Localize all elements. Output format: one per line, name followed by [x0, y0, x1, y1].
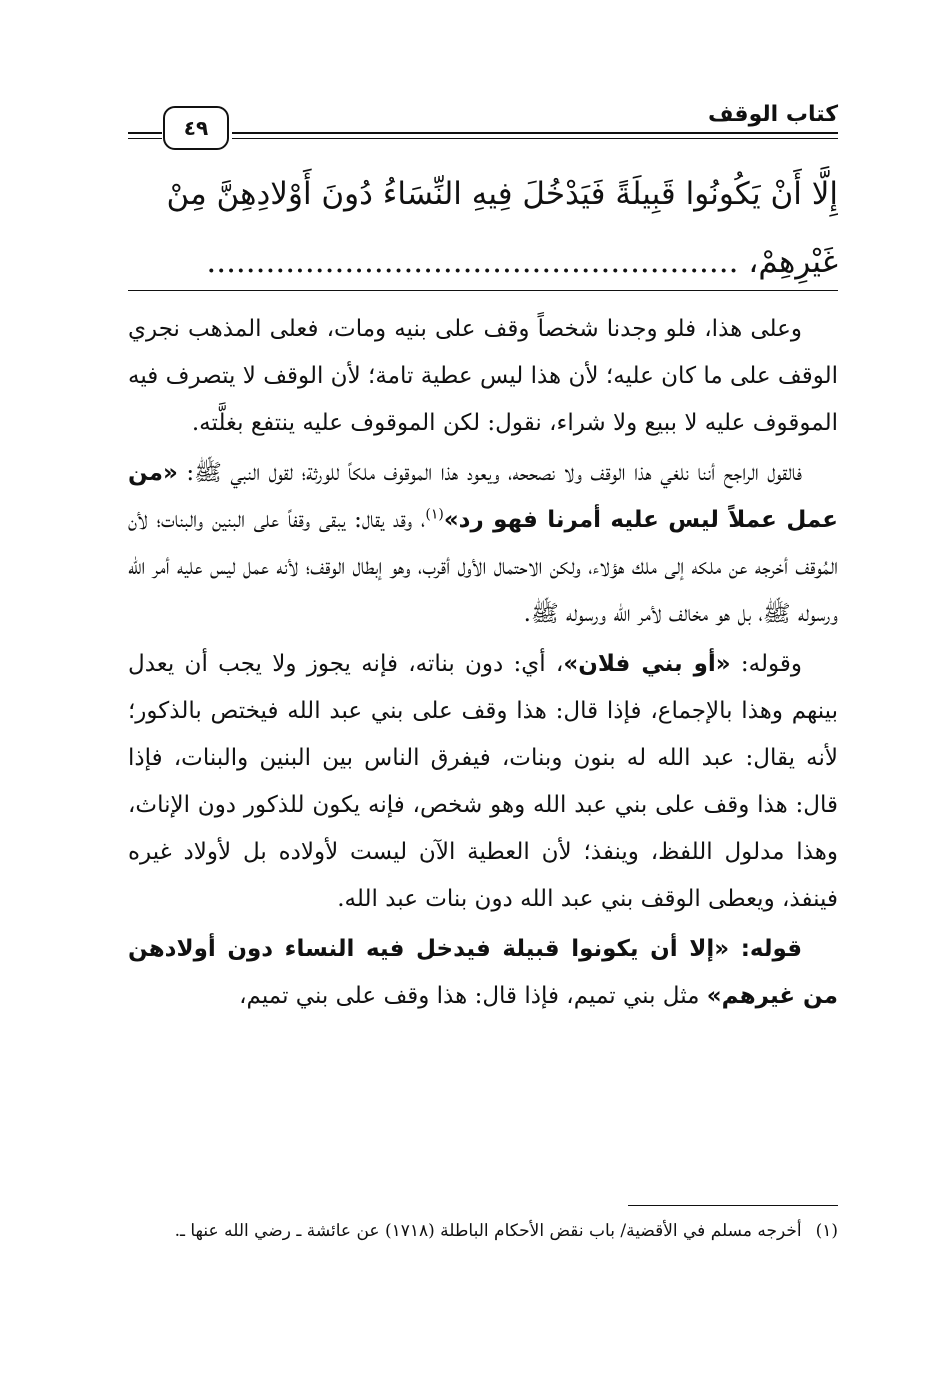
commentary-body: [128, 306, 838, 1023]
paragraph-4-text: مثل بني تميم، فإذا قال: هذا وقف على بني تميم،: [239, 983, 707, 1009]
paragraph-4: [128, 926, 838, 1020]
header-rule-left-thin: [128, 138, 162, 139]
footnote-1: [128, 1214, 838, 1248]
paragraph-3-text-a: وقوله:: [730, 651, 803, 677]
matn-line-1: إِلَّا أَنْ يَكُونُوا قَبِيلَةً فَيَدْخُلَ فِيهِ النِّسَاءُ دُونَ أَوْلادِهِنَّ مِنْ: [166, 176, 838, 212]
footnote-number: (١): [815, 1221, 838, 1241]
matn-text: [128, 160, 838, 296]
paragraph-3: [128, 641, 838, 923]
header-rule: [232, 132, 838, 134]
matn-line-2-text: غَيْرِهِمْ،: [748, 244, 838, 280]
footnote-separator: [628, 1205, 838, 1206]
paragraph-2-text-b: ، وقد يقال: يبقى وقفاً على البنين والبنات؛ لأن المُوقف أخرجه عن ملكه إلى ملك هؤلاء، ولكن الاحتمال الأول أقرب، وهو إبطال الوقف؛ لأنه عمل ليس عليه أمر الله ورسوله ﷺ، بل هو مخالف لأمر الله ورسوله ﷺ.: [128, 507, 838, 627]
header-rule-left: [128, 132, 162, 134]
running-header-title: كتاب الوقف: [707, 102, 838, 127]
matn-line-2: [128, 228, 838, 296]
quoted-phrase: «أو بني فلان»: [563, 651, 731, 677]
header-rule-thin: [232, 138, 838, 139]
matn-separator: [128, 290, 838, 291]
paragraph-2-text-a: فالقول الراجح أننا نلغي هذا الوقف ولا نصححه، ويعود هذا الموقوف ملكاً للورثة؛ لقول النبي ﷺ:: [177, 460, 802, 486]
paragraph-3-text-b: ، أي: دون بناته، فإنه يجوز ولا يجب أن يعدل بينهم وهذا بالإجماع، فإذا قال: هذا وقف على بني عبد الله فيختص بالذكور؛ لأنه يقال: عبد الله له بنون وبنات، فيفرق الناس بين البنين والبنات، فإذا قال: هذا وقف على بني عبد الله وهو شخص، فإنه يكون للذكور دون الإناث، وهذا مدلول اللفظ، وينفذ؛ لأن العطية الآن ليست لأولاده بل لأولاد غيره فينفذ، ويعطى الوقف بني عبد الله دون بنات عبد الله.: [128, 651, 838, 912]
footnote: [128, 1214, 838, 1248]
paragraph-2: [128, 450, 838, 638]
page-number-badge: ٤٩: [163, 106, 229, 150]
footnote-text: أخرجه مسلم في الأقضية/ باب نقض الأحكام الباطلة (١٧١٨) عن عائشة ـ رضي الله عنها ـ.: [174, 1221, 802, 1241]
footnote-ref[interactable]: (١): [425, 506, 444, 523]
quoted-matn: قوله: «إلا أن يكونوا قبيلة فيدخل فيه النساء دون أولادهن من غيرهم»: [128, 936, 838, 1009]
paragraph-1: وعلى هذا، فلو وجدنا شخصاً وقف على بنيه ومات، فعلى المذهب نجري الوقف على ما كان عليه؛ لأن هذا ليس عطية تامة؛ لأن الوقف لا يتصرف فيه الموقوف عليه لا ببيع ولا شراء، نقول: لكن الموقوف عليه ينتفع بغلَّته.: [128, 316, 838, 436]
matn-dots: ......................................................: [206, 244, 739, 280]
hadith-quote: «من عمل عملاً ليس عليه أمرنا فهو رد»: [128, 460, 838, 533]
